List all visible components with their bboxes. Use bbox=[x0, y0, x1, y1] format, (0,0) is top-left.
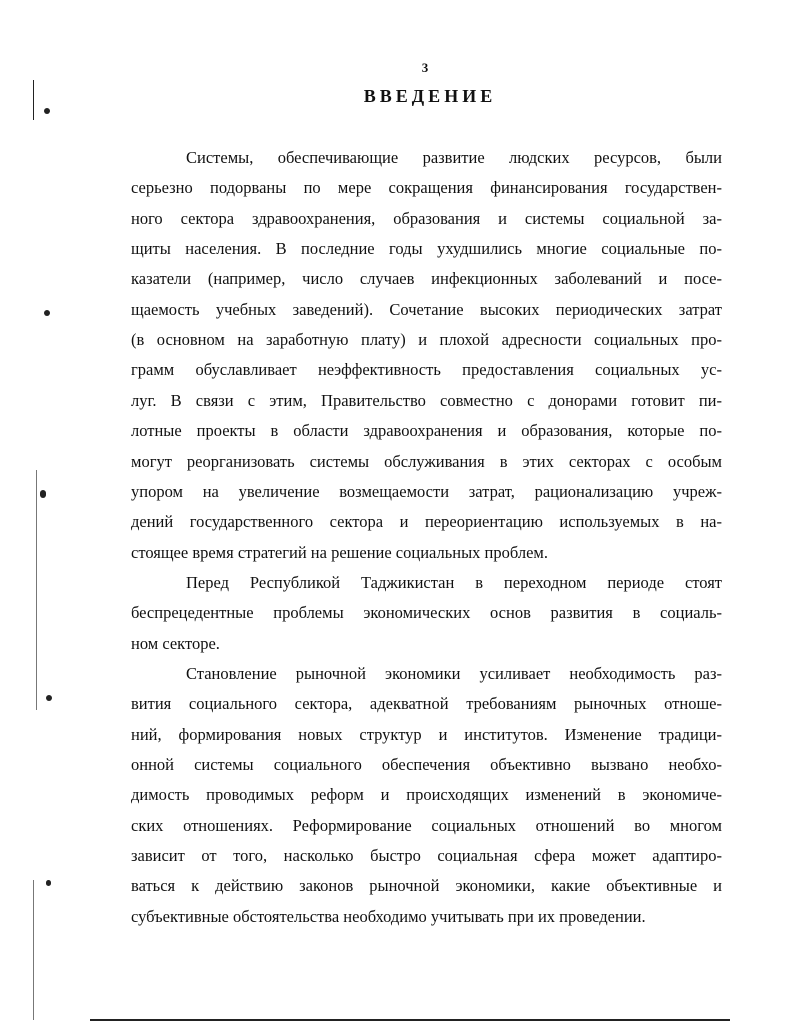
text-line: могут реорганизовать системы обслуживания в этих секторах с особым bbox=[131, 451, 722, 471]
text-line: беспрецедентные проблемы экономических основ развития в социаль- bbox=[131, 603, 722, 623]
text-line: грамм обуславливает неэффективность предоставления социальных ус- bbox=[131, 360, 722, 380]
text-line: ваться к действию законов рыночной экономики, какие объективные и bbox=[131, 876, 722, 896]
text-line: ного сектора здравоохранения, образования и системы социальной за- bbox=[131, 208, 722, 228]
text-line: субъективные обстоятельства необходимо учитывать при их проведении. bbox=[131, 906, 646, 926]
text-line: ний, формирования новых структур и институтов. Изменение традици- bbox=[131, 724, 722, 744]
text-line: вития социального сектора, адекватной требованиям рыночных отноше- bbox=[131, 694, 722, 714]
text-line: димость проводимых реформ и происходящих изменений в экономиче- bbox=[131, 785, 722, 805]
text-line: зависит от того, насколько быстро социальная сфера может адаптиро- bbox=[131, 846, 722, 866]
page-number: 3 bbox=[421, 60, 429, 75]
text-line: дений государственного сектора и переориентацию используемых в на- bbox=[131, 512, 722, 532]
scan-margin-line bbox=[36, 470, 37, 710]
text-line: Перед Республикой Таджикистан в переходном периоде стоят bbox=[186, 572, 722, 592]
text-line: онной системы социального обеспечения объективно вызвано необхо- bbox=[131, 755, 722, 774]
text-line: казатели (например, число случаев инфекционных заболеваний и посе- bbox=[131, 269, 722, 289]
text-line: ских отношениях. Реформирование социальных отношений во многом bbox=[131, 815, 722, 835]
text-line: Системы, обеспечивающие развитие людских ресурсов, были bbox=[186, 148, 722, 167]
scan-margin-dot bbox=[46, 880, 51, 886]
scan-margin-dot bbox=[44, 310, 50, 316]
scan-bottom-line bbox=[90, 1019, 730, 1021]
page-title: ВВЕДЕНИЕ bbox=[363, 86, 497, 106]
text-line: серьезно подорваны по мере сокращения финансирования государствен- bbox=[131, 178, 722, 198]
scan-margin-dot bbox=[44, 108, 50, 114]
text-line: (в основном на заработную плату) и плохой адресности социальных про- bbox=[131, 330, 722, 350]
text-line: стоящее время стратегий на решение социальных проблем. bbox=[131, 542, 548, 562]
scan-margin-dot bbox=[40, 490, 46, 498]
text-line: ном секторе. bbox=[131, 633, 220, 653]
scan-margin-line bbox=[33, 80, 34, 120]
text-line: лотные проекты в области здравоохранения и образования, которые по- bbox=[131, 421, 722, 441]
text-line: упором на увеличение возмещаемости затрат, рационализацию учреж- bbox=[131, 481, 722, 501]
text-line: луг. В связи с этим, Правительство совместно с донорами готовит пи- bbox=[131, 390, 722, 410]
scan-margin-dot bbox=[46, 695, 52, 701]
scan-margin-line bbox=[33, 880, 34, 1020]
text-line: щиты населения. В последние годы ухудшились многие социальные по- bbox=[131, 239, 722, 259]
text-line: Становление рыночной экономики усиливает необходимость раз- bbox=[186, 663, 722, 683]
text-line: щаемость учебных заведений). Сочетание высоких периодических затрат bbox=[131, 299, 722, 319]
